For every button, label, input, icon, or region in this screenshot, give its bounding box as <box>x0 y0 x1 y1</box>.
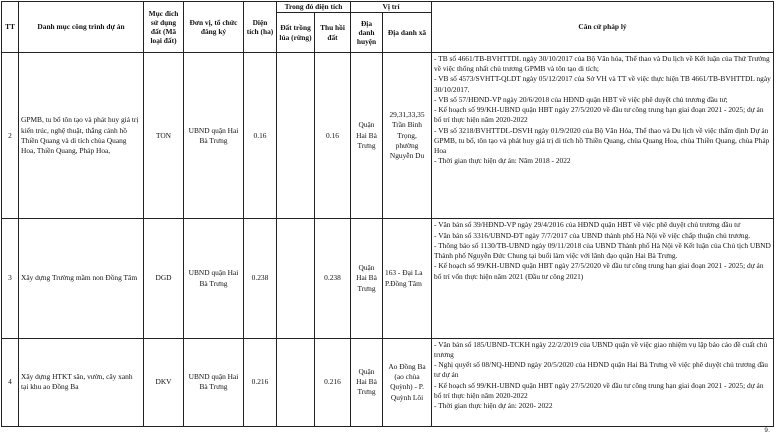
cell-rice-land <box>277 219 315 338</box>
legal-item: - Thời gian thực hiện dự án: 2020- 2022 <box>434 401 553 411</box>
header-district: Địa danh huyện <box>351 13 383 53</box>
legal-item: - Văn bản số 185/UBND-TCKH ngày 22/2/2019 của UBND quận về việc giao nhiệm vụ lập báo cáo đề cuất chủ trương <box>434 339 768 359</box>
page-number: 9. <box>764 427 770 434</box>
cell-ward: Ao Đồng Ba (ao chùa Quỳnh) - P. Quỳnh Lôi <box>383 338 432 426</box>
cell-area: 0.238 <box>244 219 277 338</box>
cell-purpose: TON <box>144 53 184 219</box>
cell-ward: 163 - Đại La P.Đồng Tâm <box>383 219 432 338</box>
cell-district: Quận Hai Bà Trưng <box>351 338 383 426</box>
table-row <box>2 53 774 219</box>
header-group-area: Trong đó diện tích <box>277 2 351 13</box>
cell-unit: UBND quận Hai Bà Trưng <box>184 338 244 426</box>
header-project: Danh mục công trình dự án <box>19 2 144 53</box>
legal-item: - Kế hoạch số 99/KH-UBND quận HBT ngày 27/5/2020 về đầu tư công trung hạn giai đoạn 2021 - 2025; dự án bố trí thực hiện năm 2020-2022 <box>434 380 764 400</box>
cell-district: Quận Hai Bà Trưng <box>351 53 383 219</box>
table-row <box>2 338 774 426</box>
legal-item: - Văn bản số 3316/UBND-ĐT ngày 7/7/2017 của UBND thành phố Hà Nội về việc chấp thuận chủ trương. <box>434 230 751 240</box>
header-legal: Căn cứ pháp lý <box>432 2 774 53</box>
legal-item: - Thông báo số 1130/TB-UBND ngày 09/11/2018 của UBND Thành phố Hà Nội về Kết luận của Chủ tịch UBND Thành phố Nguyễn Đức Chung tại buổi làm việc với lãnh đạo quận Hai Bà Trưng. <box>434 240 771 261</box>
legal-item: - Kế hoạch số 99/KH-UBND quận HBT ngày 27/5/2020 về đầu tư công trung hạn giai đoạn 2021 - 2025; dự án bố trí thực hiện năm 2020-2022 <box>434 105 764 125</box>
cell-area: 0.16 <box>244 53 277 219</box>
cell-legal <box>432 53 774 219</box>
header-group-location: Vị trí <box>351 2 432 13</box>
cell-district: Quận Hai Bà Trưng <box>351 219 383 338</box>
cell-project: GPMB, tu bổ tôn tạo và phát huy giá trị kiến trúc, nghệ thuật, thắng cảnh hồ Thiền Quang và di tích chùa Quang Hoa, Thiền Quang, Pháp Hoa, <box>19 53 144 219</box>
cell-project: Xây dựng Trường mầm non Đồng Tâm <box>19 219 144 338</box>
cell-rice-land <box>277 53 315 219</box>
legal-item: - VB số 57/HĐND-VP ngày 20/6/2018 của HĐND quận HBT về việc phê duyệt chủ trương đầu tư; <box>434 94 728 104</box>
table-row <box>2 219 774 338</box>
header-rice-land: Đất trồng lúa (rừng) <box>277 13 315 53</box>
legal-item: - Văn bản số 39/HĐND-VP ngày 29/4/2016 của HĐND quận HBT về việc phê duyệt chủ trương đầu tư <box>434 220 741 230</box>
cell-recovered: 0.216 <box>315 338 351 426</box>
header-purpose: Mục đích sử dụng đất (Mã loại đất) <box>144 2 184 53</box>
legal-item: - VB số 4573/SVHTT-QLDT ngày 05/12/2017 của Sở VH và TT về việc thực hiện TB 4661/TB-BVHTTDL ngày 30/10/2017. <box>434 74 771 94</box>
header-tt: TT <box>2 2 19 53</box>
cell-rice-land <box>277 338 315 426</box>
cell-project: Xây dựng HTKT sân, vườn, cây xanh tại khu ao Đồng Ba <box>19 338 144 426</box>
cell-unit: UBND quận Hai Bà Trưng <box>184 219 244 338</box>
legal-item: - Kế hoạch số 99/KH-UBND quận HBT ngày 27/5/2020 về đầu tư công trung hạn giai đoạn 2021 - 2025; dự án bố trí vốn thực hiện năm 2021 (Đầu tư công 2021) <box>434 261 764 281</box>
cell-unit: UBND quận Hai Bà Trưng <box>184 53 244 219</box>
cell-purpose: DGD <box>144 219 184 338</box>
cell-ward: 29,31,33,35 Trần Bình Trọng, phường Nguyễn Du <box>383 53 432 219</box>
cell-tt: 4 <box>2 338 19 426</box>
land-use-project-table <box>1 1 774 427</box>
cell-tt: 2 <box>2 53 19 219</box>
legal-item: - VB số 3218/BVHTTDL-DSVH ngày 01/9/2020 của Bộ Văn Hóa, Thể thao và Du lịch về việc thẩm định Dự án GPMB, tu bổ, tôn tạo và phát huy giá trị di tích hồ Thiền Quang, chùa Quang Hoa, chùa Thiền Quang, chùa Pháp Hoa <box>434 125 770 155</box>
header-recovered: Thu hồi đất <box>315 13 351 53</box>
header-unit: Đơn vị, tổ chức đăng ký <box>184 2 244 53</box>
header-area: Diện tích (ha) <box>244 2 277 53</box>
legal-item: - TB số 4661/TB-BVHTTDL ngày 30/10/2017 của Bộ Văn hóa, Thể thao và Du lịch về Kết luận của Thứ Trưởng về việc thống nhất chủ trương GPMB và tôn tạo di tích; <box>434 54 770 74</box>
legal-item: - Thời gian thực hiện dự án: Năm 2018 - 2022 <box>434 156 571 166</box>
cell-tt: 3 <box>2 219 19 338</box>
cell-area: 0.216 <box>244 338 277 426</box>
cell-legal <box>432 219 774 338</box>
cell-legal <box>432 338 774 426</box>
cell-recovered: 0.16 <box>315 53 351 219</box>
header-ward: Địa danh xã <box>383 13 432 53</box>
cell-recovered: 0.238 <box>315 219 351 338</box>
cell-purpose: DKV <box>144 338 184 426</box>
legal-item: - Nghị quyết số 08/NQ-HĐND ngày 20/5/2020 của HĐND quận Hai Bà Trưng về việc phê duyệt chủ trương đầu tư dự án <box>434 360 768 380</box>
